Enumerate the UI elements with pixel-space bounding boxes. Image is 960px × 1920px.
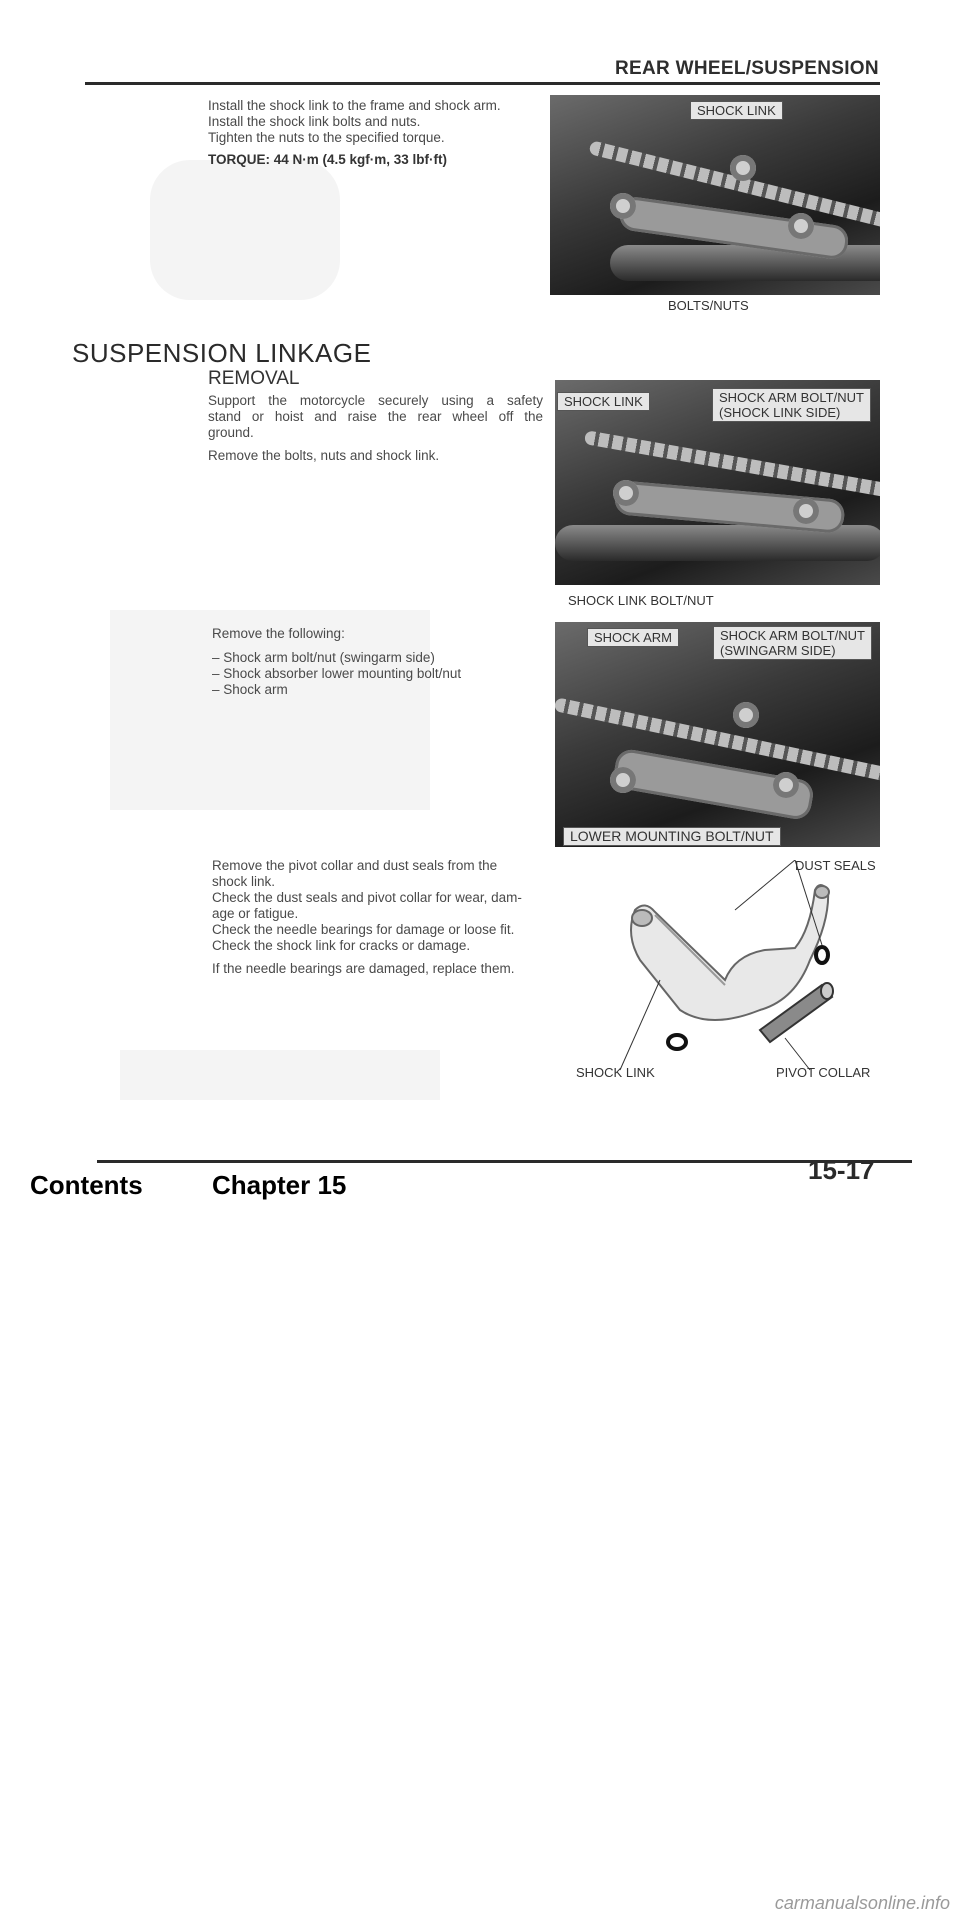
section-title: SUSPENSION LINKAGE [72, 338, 372, 368]
removal-instructions [208, 393, 543, 464]
figure-2-label-shock-arm-bolt-line1: SHOCK ARM BOLT/NUT [719, 390, 864, 405]
figure-2-label-shock-arm-bolt [712, 388, 871, 422]
figure-3-label-shock-arm-bolt-line1: SHOCK ARM BOLT/NUT [720, 628, 865, 643]
inspect-line: shock link. [212, 874, 276, 889]
install-line: Install the shock link to the frame and shock arm. [208, 98, 501, 113]
following-intro: Remove the following: [212, 626, 345, 641]
header-rule [85, 82, 880, 85]
removal-line: Remove the bolts, nuts and shock link. [208, 448, 440, 463]
chapter-link[interactable]: Chapter 15 [212, 1170, 347, 1200]
figure-4-exploded-view [560, 860, 890, 1075]
figure-4-label-dust-seals: DUST SEALS [795, 858, 876, 873]
following-instructions [212, 626, 532, 698]
figure-4-label-pivot-collar: PIVOT COLLAR [776, 1065, 871, 1080]
inspect-line: age or fatigue. [212, 906, 299, 921]
inspect-line: Check the dust seals and pivot collar for wear, dam- [212, 890, 522, 905]
ghost-bleed-1 [150, 160, 340, 300]
install-instructions [208, 98, 538, 146]
page-header-title: REAR WHEEL/SUSPENSION [615, 58, 879, 79]
page-number: 15-17 [808, 1155, 875, 1185]
following-item: – Shock absorber lower mounting bolt/nut [212, 666, 462, 681]
figure-3-label-shock-arm: SHOCK ARM [587, 628, 679, 647]
inspect-line: Remove the pivot collar and dust seals from the [212, 858, 498, 873]
inspect-line: Check the needle bearings for damage or loose fit. [212, 922, 515, 937]
dust-seal-part [668, 1035, 686, 1049]
torque-spec: TORQUE: 44 N·m (4.5 kgf·m, 33 lbf·ft) [208, 152, 448, 167]
following-item: – Shock arm bolt/nut (swingarm side) [212, 650, 435, 665]
inspect-line: If the needle bearings are damaged, replace them. [212, 961, 515, 976]
figure-3-photo [555, 622, 880, 847]
contents-link[interactable]: Contents [30, 1170, 143, 1200]
figure-2-label-shock-link-bolt: SHOCK LINK BOLT/NUT [568, 593, 714, 608]
figure-3-label-shock-arm-bolt-line2: (SWINGARM SIDE) [720, 643, 836, 658]
install-line: Tighten the nuts to the specified torque. [208, 130, 445, 145]
figure-2-label-shock-link: SHOCK LINK [557, 392, 650, 411]
figure-1-photo [550, 95, 880, 295]
figure-2-label-shock-arm-bolt-line2: (SHOCK LINK SIDE) [719, 405, 841, 420]
footer-rule [97, 1160, 912, 1163]
figure-2-photo [555, 380, 880, 585]
figure-1-label-shock-link: SHOCK LINK [690, 101, 783, 120]
dust-seal-part [816, 947, 828, 963]
figure-3-label-lower-mounting: LOWER MOUNTING BOLT/NUT [563, 827, 781, 846]
figure-4-label-shock-link: SHOCK LINK [576, 1065, 655, 1080]
section-subtitle: REMOVAL [208, 368, 300, 389]
removal-line: ground. [208, 425, 254, 440]
removal-line: stand or hoist and raise the rear wheel off the [208, 409, 543, 424]
inspection-instructions [212, 858, 557, 977]
ghost-bleed-3 [120, 1050, 440, 1100]
watermark: carmanualsonline.info [774, 1893, 950, 1913]
figure-1-label-bolts-nuts: BOLTS/NUTS [668, 298, 749, 313]
shock-link-part [631, 885, 828, 1020]
inspect-line: Check the shock link for cracks or damage. [212, 938, 471, 953]
following-item: – Shock arm [212, 682, 288, 697]
figure-3-label-shock-arm-bolt [713, 626, 872, 660]
removal-line: Support the motorcycle securely using a safety [208, 393, 543, 408]
install-line: Install the shock link bolts and nuts. [208, 114, 421, 129]
